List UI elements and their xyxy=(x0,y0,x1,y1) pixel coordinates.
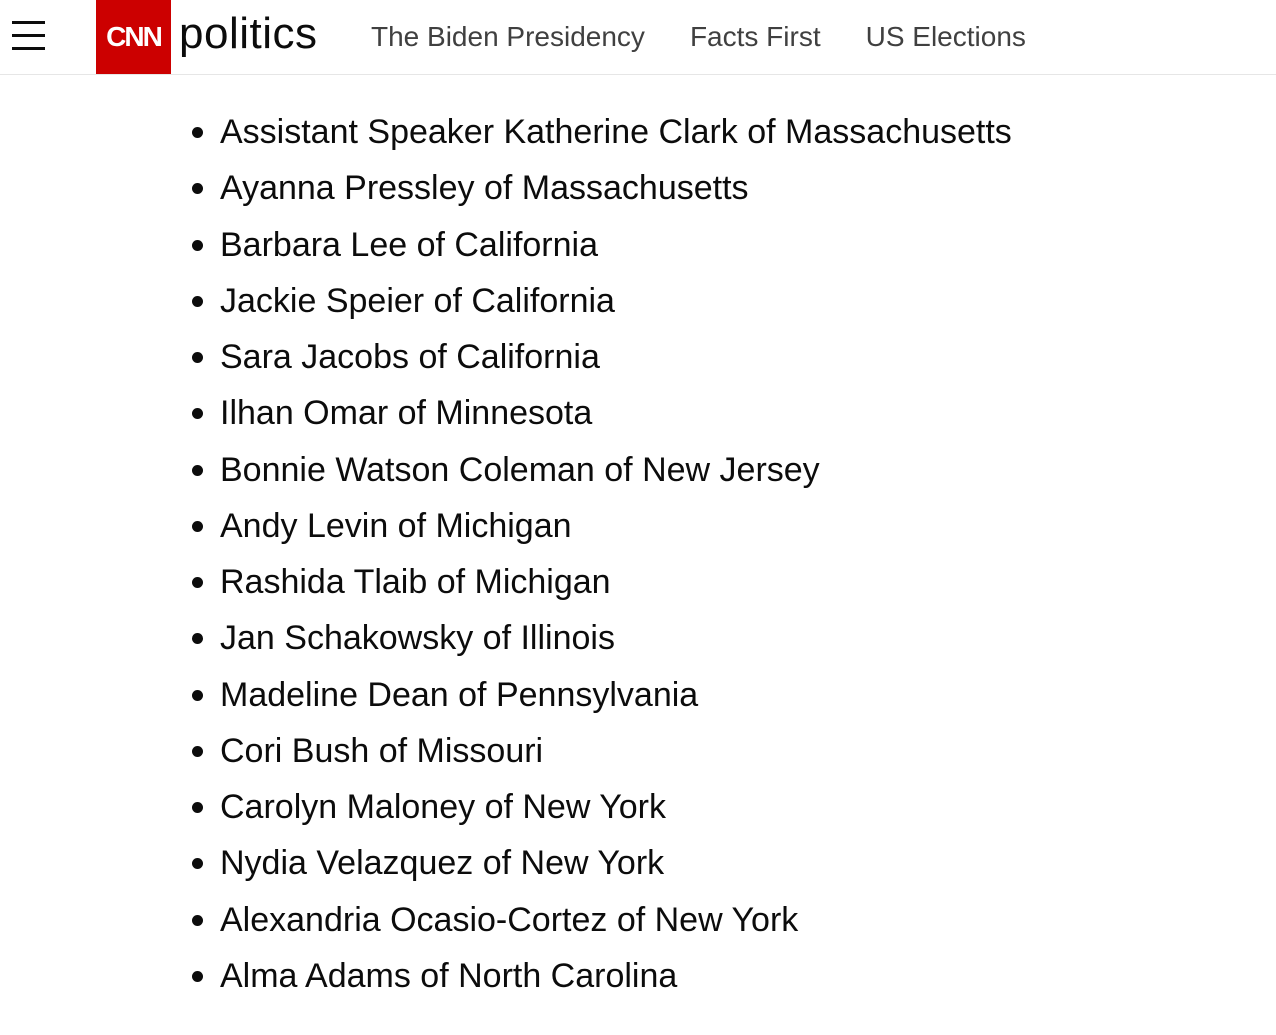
nav-link-facts-first[interactable]: Facts First xyxy=(689,21,821,52)
list-item xyxy=(0,273,1012,329)
list-item xyxy=(0,160,1012,216)
list-item xyxy=(0,498,1012,554)
list-item-text: Barbara Lee of California xyxy=(220,225,599,264)
bullet xyxy=(192,240,203,251)
bullet xyxy=(192,633,203,644)
list-item xyxy=(0,948,1012,1004)
list-item-text: Cori Bush of Missouri xyxy=(220,731,544,770)
menu-bar xyxy=(12,47,45,50)
list-item-text: Alma Adams of North Carolina xyxy=(220,956,678,995)
bullet xyxy=(192,521,203,532)
list-item-text: Bonnie Watson Coleman of New Jersey xyxy=(220,450,820,489)
article-body xyxy=(0,104,1012,1004)
bullet xyxy=(192,465,203,476)
bullet xyxy=(192,690,203,701)
list-item-text: Carolyn Maloney of New York xyxy=(220,788,667,826)
bullet xyxy=(192,408,203,419)
list-item xyxy=(0,104,1012,160)
bullet xyxy=(192,183,203,194)
bullet xyxy=(192,127,203,138)
bullet xyxy=(192,352,203,363)
list-item-text: Ayanna Pressley of Massachusetts xyxy=(220,169,749,208)
bullet xyxy=(192,858,203,869)
list-item xyxy=(0,892,1012,948)
bullet xyxy=(192,746,203,757)
list-item-text: Ilhan Omar of Minnesota xyxy=(220,394,593,433)
list-item xyxy=(0,554,1012,610)
bullet xyxy=(192,915,203,926)
list-item-text: Madeline Dean of Pennsylvania xyxy=(220,675,699,714)
list-item xyxy=(0,610,1012,666)
nav-link-us-elections[interactable]: US Elections xyxy=(865,21,1026,52)
list-item-text: Jackie Speier of California xyxy=(220,281,615,320)
menu-bar xyxy=(12,21,45,24)
bullet xyxy=(192,577,203,588)
cnn-logo-mark: CNN xyxy=(96,0,171,74)
list-item xyxy=(0,667,1012,723)
hamburger-menu-icon[interactable] xyxy=(12,20,45,52)
list-item xyxy=(0,385,1012,441)
list-item-text: Rashida Tlaib of Michigan xyxy=(220,563,611,601)
list-item-text: Sara Jacobs of California xyxy=(220,338,600,376)
bullet xyxy=(192,296,203,307)
bullet xyxy=(192,802,203,813)
politics-wordmark: politics xyxy=(179,9,318,58)
bullet xyxy=(192,971,203,982)
site-header xyxy=(0,0,1276,75)
list-item-text: Jan Schakowsky of Illinois xyxy=(220,619,615,658)
nav-link-biden-presidency[interactable]: The Biden Presidency xyxy=(371,21,645,52)
list-item-text: Alexandria Ocasio-Cortez of New York xyxy=(220,900,799,939)
list-item xyxy=(0,779,1012,835)
list-item xyxy=(0,217,1012,273)
list-item xyxy=(0,329,1012,385)
section-nav xyxy=(371,0,1071,74)
cnn-politics-logo[interactable] xyxy=(96,0,318,74)
list-item-text: Nydia Velazquez of New York xyxy=(220,844,665,883)
menu-bar xyxy=(12,34,45,37)
list-item-text: Assistant Speaker Katherine Clark of Massachusetts xyxy=(220,113,1012,151)
list-item-text: Andy Levin of Michigan xyxy=(220,506,572,545)
member-list xyxy=(0,104,1012,1004)
list-item xyxy=(0,723,1012,779)
list-item xyxy=(0,835,1012,891)
list-item xyxy=(0,442,1012,498)
